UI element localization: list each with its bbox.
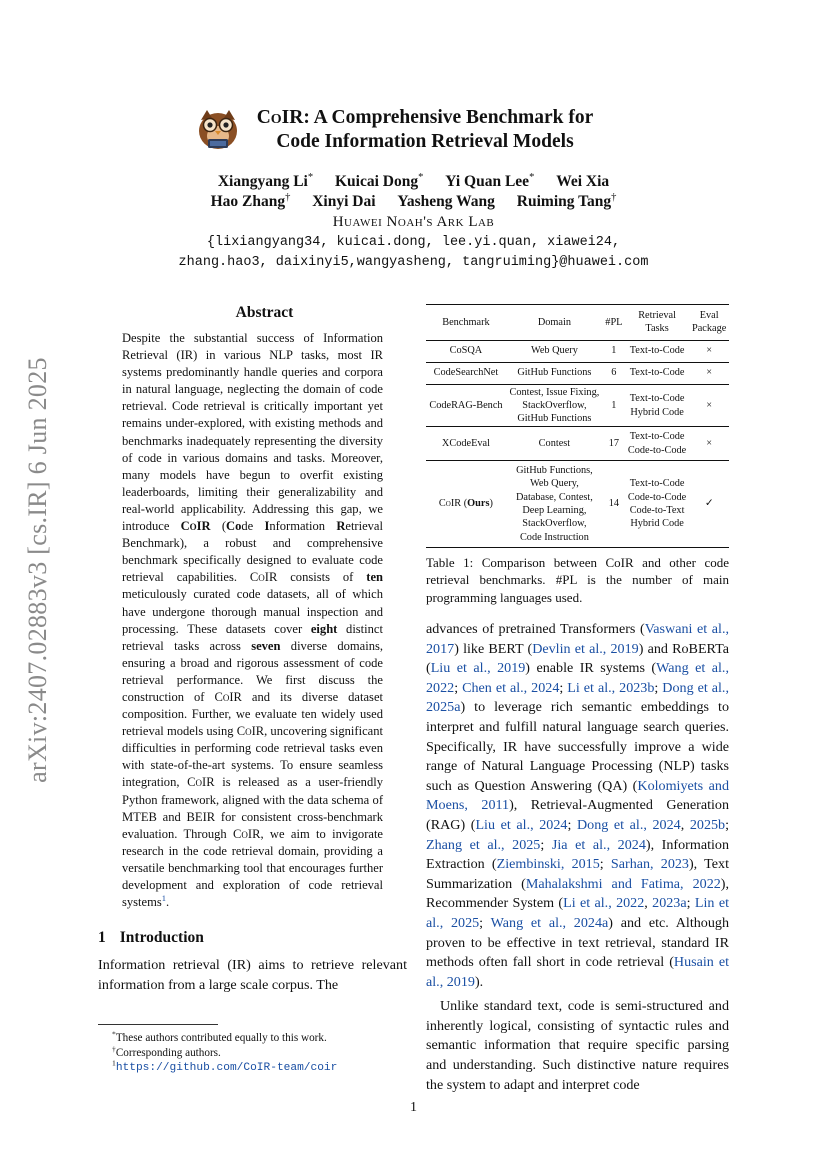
author-name: Xinyi Dai (312, 193, 376, 210)
citation-link[interactable]: Sarhan, 2023 (610, 856, 689, 873)
header-tasks: Retrieval Tasks (638, 310, 676, 335)
right-column (426, 620, 729, 1095)
title-coir: CoIR (256, 107, 304, 128)
footnote: †Corresponding authors. (112, 1043, 221, 1059)
header-domain: Domain (537, 316, 571, 328)
table-row: CoSQA Web Query 1 Text-to-Code × (426, 340, 729, 362)
author-name: Yi Quan Lee (445, 173, 530, 190)
citation-link[interactable]: 2023a (652, 895, 687, 912)
author-name: Xiangyang Li (217, 173, 308, 190)
comparison-table (426, 304, 729, 606)
citation-link[interactable]: Wang et al., 2022 (426, 660, 729, 696)
citation-link[interactable]: Devlin et al., 2019 (532, 640, 639, 657)
citation-link[interactable]: Chen et al., 2024 (462, 679, 560, 696)
table-row: CoIR (Ours) GitHub Functions, Web Query, Database, Contest, Deep Learning, StackOverflow, Code Instruction 14 Text-to-Code Code-to-Code Code-to-Text Hybrid Code ✓ (426, 461, 729, 548)
citation-link[interactable]: Husain et al., 2019 (426, 954, 730, 990)
citation-link[interactable]: Kolomiyets and Moens, 2011 (426, 777, 729, 814)
citation-link[interactable]: Liu et al., 2024 (475, 816, 568, 833)
body-paragraph: Unlike standard text, code is semi-structured and inherently logical, consisting of syntactic rules and semantic information that require specific parsing and understanding. Such distinctive nature requires the system to adapt and interpret code (426, 998, 729, 1093)
header-eval: Eval Package (692, 310, 727, 335)
emails: {lixiangyang34, kuicai.dong, lee.yi.quan, xiawei24, zhang.hao3, daixinyi5,wangyasheng, tangruiming}@huawei.com (178, 235, 649, 270)
abstract-text: Despite the substantial success of Information Retrieval (IR) in various NLP tasks, most IR systems predominantly handle queries and corpora in natural language, neglecting the domain of code retrieval. Code retrieval is critically important yet remains under-explored, with existing methods and benchmarks inadequately representing the diversity of code in various domains and tasks. Moreover, many models have begun to overfit existing leaderboards, limiting their generalizability and real-world applicability. Addressing this gap, we introduce CoIR (Code Information Retrieval Benchmark), a robust and comprehensive benchmark specifically designed to evaluate code retrieval capabilities. CoIR consists of ten meticulously curated code datasets, all of which have undergone thorough manual inspection and processing. These datasets cover eight distinct retrieval tasks across seven diverse domains, ensuring a broad and rigorous assessment of code retrieval performance. We first discuss the construction of CoIR and its diverse dataset composition. Further, we evaluate ten widely used retrieval models using CoIR, uncovering significant difficulties in performing code retrieval tasks even with state-of-the-art systems. To ensure seamless integration, CoIR is released as a user-friendly Python framework, aligned with the data schema of MTEB and BEIR for consistent cross-benchmark evaluation. Through CoIR, we aim to invigorate research in the code retrieval domain, providing a versatile benchmarking tool that encourages further development and exploration of code retrieval systems$^1$. (122, 331, 383, 910)
citation-link[interactable]: Li et al., 2022 (563, 895, 645, 912)
left-column (98, 304, 407, 995)
citation-link[interactable]: Dong et al., 2025a (426, 679, 729, 716)
citation-link[interactable]: Wang et al., 2024a (490, 914, 609, 931)
citation-link[interactable]: Vaswani et al., 2017 (426, 621, 729, 657)
citation-link[interactable]: Jia et al., 2024 (551, 836, 646, 853)
footnote-ref[interactable]: 1 (161, 892, 167, 903)
title-line2: Code Information Retrieval Models (276, 131, 574, 152)
citation-link[interactable]: Lin et al., 2025 (426, 895, 729, 931)
header-pl: #PL (605, 316, 623, 328)
author-name: Yasheng Wang (397, 193, 495, 210)
footnotes (98, 1024, 407, 1076)
footnote: *These authors contributed equally to this work. (112, 1029, 327, 1044)
title-line1: : A Comprehensive Benchmark for (303, 107, 594, 128)
footnote: $^1$https://github.com/CoIR-team/coir (112, 1058, 338, 1075)
author-block: Xiangyang Li* Kuicai Dong* Yi Quan Lee* Wei Xia Hao Zhang† Xinyi Dai Yasheng Wang Ruiming Tang† Huawei Noah's Ark Lab {lixiangyang34, kuicai.dong, lee.yi.quan, xiawei24, zhang.hao3, daixinyi5,wangyasheng, tangruiming}@huawei.com (120, 172, 707, 273)
arxiv-stamp-text: arXiv:2407.02883v3 [cs.IR] 6 Jun 2025 (23, 357, 52, 783)
intro-paragraph: Information retrieval (IR) aims to retrieve relevant information from a large scale corpus. The (98, 957, 407, 993)
table-caption: Table 1: Comparison between CoIR and other code retrieval benchmarks. #PL is the number of main programming languages used. (426, 554, 729, 605)
author-name: Ruiming Tang (516, 193, 612, 210)
abstract-heading: Abstract (235, 304, 294, 321)
arxiv-stamp (8, 355, 68, 785)
citation-link[interactable]: 2025b (689, 816, 726, 833)
author-name: Wei Xia (556, 173, 610, 190)
citation-link[interactable]: Ziembinski, 2015 (496, 856, 600, 873)
footnote-rule (98, 1024, 218, 1025)
table-row: CodeSearchNet GitHub Functions 6 Text-to-Code × (426, 362, 729, 384)
author-name: Hao Zhang (210, 193, 286, 210)
table-row: XCodeEval Contest 17 Text-to-Code Code-to-Code × (426, 427, 729, 461)
github-link[interactable]: https://github.com/CoIR-team/coir (115, 1062, 338, 1075)
citation-link[interactable]: Liu et al., 2019 (430, 660, 526, 677)
header-benchmark: Benchmark (442, 316, 490, 328)
table-row: CodeRAG-Bench Contest, Issue Fixing, StackOverflow, GitHub Functions 1 Text-to-Code Hybrid Code × (426, 384, 729, 427)
author-name: Kuicai Dong (334, 173, 419, 190)
section-heading-introduction: 1 Introduction (98, 929, 204, 947)
coir-logo-icon (195, 106, 241, 152)
citation-link[interactable]: Li et al., 2023b (567, 679, 655, 696)
citation-link[interactable]: Dong et al., 2024 (576, 816, 681, 833)
citation-link[interactable]: Zhang et al., 2025 (426, 836, 541, 853)
affiliation: Huawei Noah's Ark Lab (332, 214, 495, 230)
table-header-row (426, 305, 729, 341)
citation-link[interactable]: Mahalakshmi and Fatima, 2022 (525, 875, 721, 892)
paper-title (245, 106, 605, 154)
page-number: 1 (410, 1100, 417, 1115)
body-paragraph: advances of pretrained Transformers (Vaswani et al., 2017) like BERT (Devlin et al., 2019) and RoBERTa (Liu et al., 2019) enable IR systems (Wang et al., 2022; Chen et al., 2024; Li et al., 2023b; Dong et al., 2025a) to leverage rich semantic embeddings to interpret and fulfill natural language search queries. Specifically, IR have successfully improve a wide range of Natural Language Processing (NLP) tasks such as Question Answering (QA) (Kolomiyets and Moens, 2011), Retrieval-Augmented Generation (RAG) (Liu et al., 2024; Dong et al., 2024, 2025b; Zhang et al., 2025; Jia et al., 2024), Information Extraction (Ziembinski, 2015; Sarhan, 2023), Text Summarization (Mahalakshmi and Fatima, 2022), Recommender System (Li et al., 2022, 2023a; Lin et al., 2025; Wang et al., 2024a) and etc. Although proven to be effective in text retrieval, standard IR methods often fall short in code retrieval (Husain et al., 2019). (426, 621, 730, 990)
